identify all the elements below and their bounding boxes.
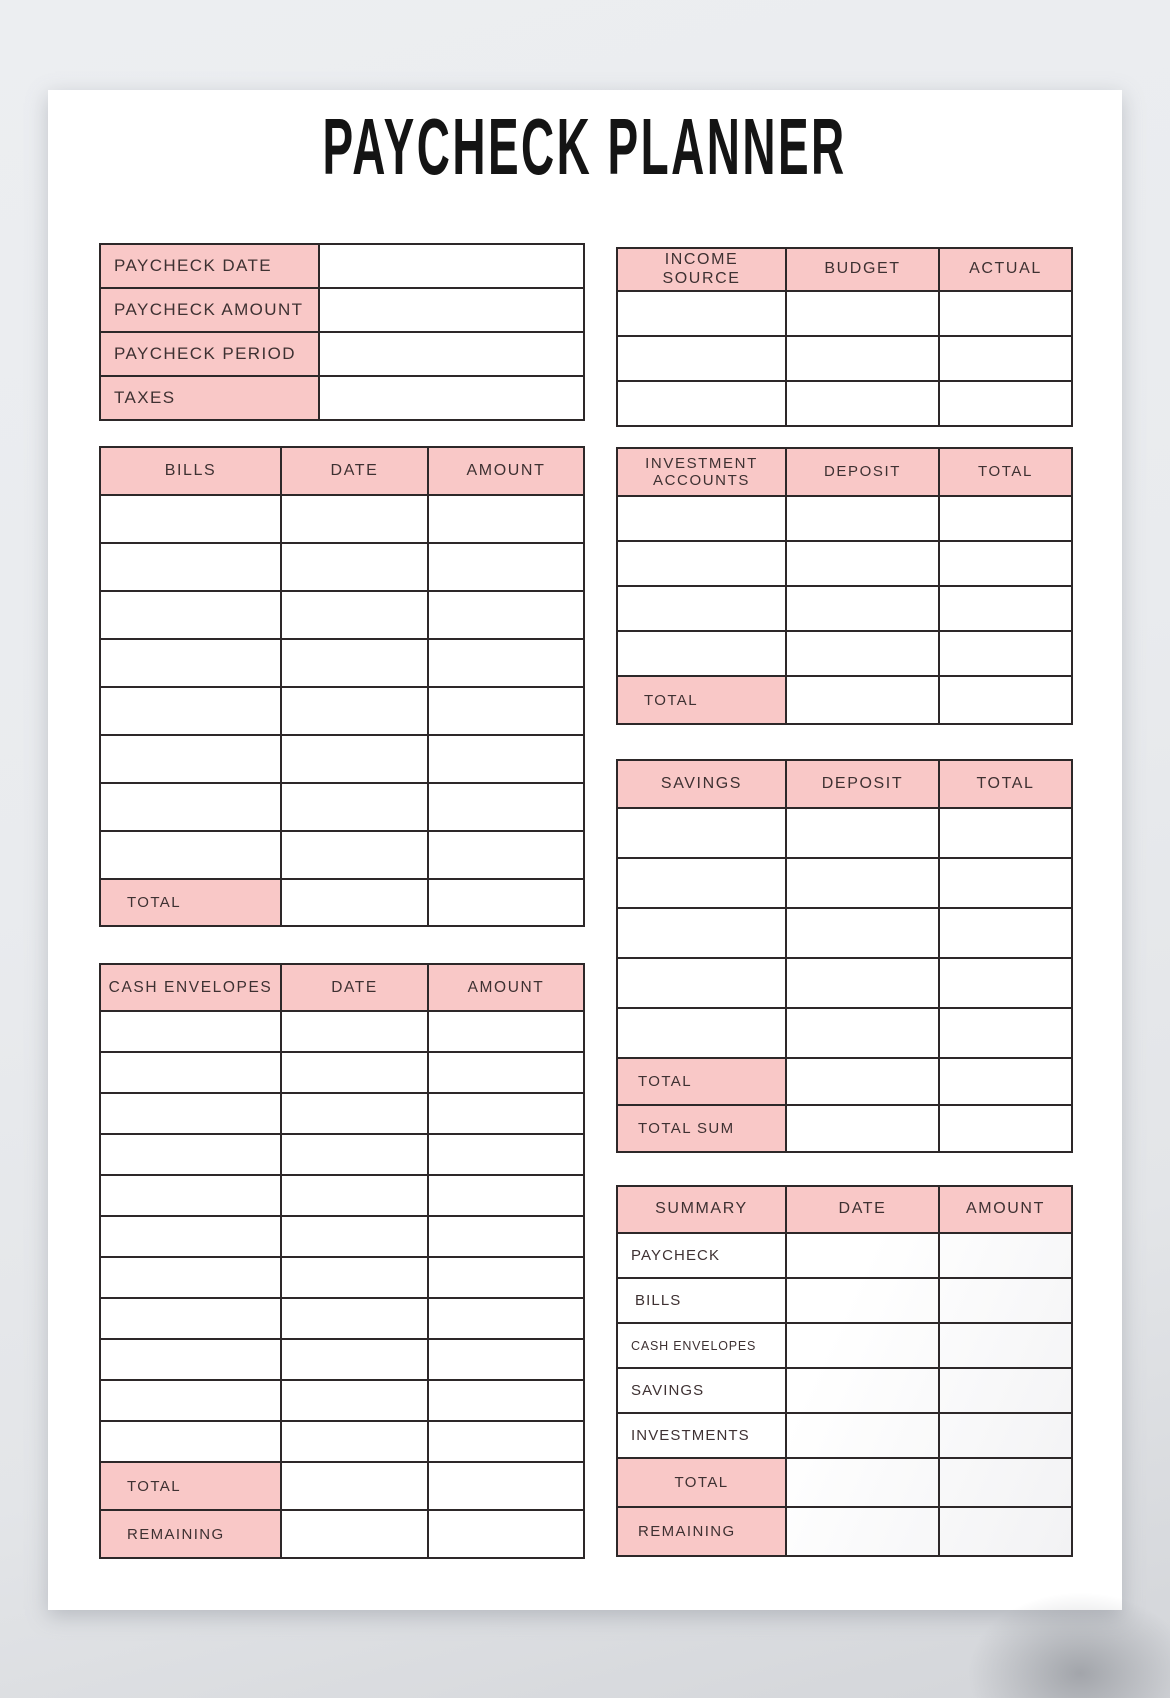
bills-empty-cell bbox=[281, 687, 428, 735]
remaining-label: REMAINING bbox=[100, 1510, 281, 1558]
cash-envelopes-empty-cell bbox=[100, 1216, 281, 1257]
income-empty-cell bbox=[939, 336, 1072, 381]
summary-table bbox=[616, 1185, 1073, 1557]
column-header: AMOUNT bbox=[428, 447, 584, 495]
table-row bbox=[100, 376, 584, 420]
bills-empty-cell bbox=[281, 495, 428, 543]
investments-empty-cell bbox=[617, 586, 786, 631]
table-row bbox=[100, 687, 584, 735]
empty-cell bbox=[786, 1507, 939, 1556]
empty-cell bbox=[939, 676, 1072, 724]
table-row bbox=[100, 1216, 584, 1257]
income-empty-cell bbox=[786, 336, 939, 381]
row-label: PAYCHECK AMOUNT bbox=[100, 288, 319, 332]
table-row bbox=[100, 1298, 584, 1339]
cash-envelopes-empty-cell bbox=[428, 1257, 584, 1298]
table-row bbox=[617, 908, 1072, 958]
column-header: SAVINGS bbox=[617, 760, 786, 808]
summary-row-label: SAVINGS bbox=[617, 1368, 786, 1413]
empty-cell bbox=[939, 1105, 1072, 1152]
bills-empty-cell bbox=[281, 831, 428, 879]
savings-empty-cell bbox=[939, 908, 1072, 958]
bills-empty-cell bbox=[281, 735, 428, 783]
table-row bbox=[100, 591, 584, 639]
cash-envelopes-empty-cell bbox=[428, 1298, 584, 1339]
table-row bbox=[617, 496, 1072, 541]
empty-cell bbox=[786, 1058, 939, 1105]
cash-envelopes-empty-cell bbox=[428, 1216, 584, 1257]
table-row bbox=[100, 288, 584, 332]
investments-empty-cell bbox=[617, 541, 786, 586]
cash-envelopes-empty-cell bbox=[281, 1175, 428, 1216]
bills-empty-cell bbox=[100, 543, 281, 591]
investments-empty-cell bbox=[786, 496, 939, 541]
investments-empty-cell bbox=[786, 631, 939, 676]
empty-cell bbox=[281, 1462, 428, 1510]
cash-envelopes-empty-cell bbox=[428, 1175, 584, 1216]
investments-table bbox=[616, 447, 1073, 725]
column-header: CASH ENVELOPES bbox=[100, 964, 281, 1011]
savings-empty-cell bbox=[786, 958, 939, 1008]
bills-table bbox=[99, 446, 585, 927]
bills-empty-cell bbox=[428, 543, 584, 591]
savings-empty-cell bbox=[617, 808, 786, 858]
cash-envelopes-empty-cell bbox=[428, 1134, 584, 1175]
empty-cell bbox=[939, 1058, 1072, 1105]
column-header: DATE bbox=[281, 964, 428, 1011]
bills-empty-cell bbox=[100, 495, 281, 543]
bills-empty-cell bbox=[428, 831, 584, 879]
cash-envelopes-empty-cell bbox=[281, 1134, 428, 1175]
summary-row-label: CASH ENVELOPES bbox=[617, 1323, 786, 1368]
table-row bbox=[100, 543, 584, 591]
table-row bbox=[100, 1380, 584, 1421]
table-row bbox=[617, 586, 1072, 631]
total-label: TOTAL bbox=[100, 879, 281, 926]
bills-empty-cell bbox=[100, 735, 281, 783]
bills-empty-cell bbox=[428, 639, 584, 687]
column-header: INCOME SOURCE bbox=[617, 248, 786, 291]
cash-envelopes-empty-cell bbox=[100, 1339, 281, 1380]
row-label: TAXES bbox=[100, 376, 319, 420]
savings-empty-cell bbox=[617, 858, 786, 908]
empty-cell bbox=[281, 879, 428, 926]
empty-cell bbox=[281, 1510, 428, 1558]
savings-empty-cell bbox=[939, 1008, 1072, 1058]
table-row bbox=[100, 244, 584, 288]
row-label: PAYCHECK PERIOD bbox=[100, 332, 319, 376]
cash-envelopes-empty-cell bbox=[428, 1421, 584, 1462]
bills-empty-cell bbox=[100, 687, 281, 735]
cash-envelopes-empty-cell bbox=[281, 1216, 428, 1257]
bills-empty-cell bbox=[100, 783, 281, 831]
investments-empty-cell bbox=[939, 496, 1072, 541]
cash-envelopes-empty-cell bbox=[100, 1298, 281, 1339]
empty-cell bbox=[786, 1323, 939, 1368]
cash-envelopes-empty-cell bbox=[281, 1339, 428, 1380]
total-sum-label: TOTAL SUM bbox=[617, 1105, 786, 1152]
table-row bbox=[617, 1233, 1072, 1278]
income-empty-cell bbox=[617, 336, 786, 381]
cash-envelopes-table bbox=[99, 963, 585, 1559]
bills-empty-cell bbox=[281, 543, 428, 591]
table-row bbox=[617, 291, 1072, 336]
table-footer-row bbox=[100, 879, 584, 926]
table-row bbox=[100, 783, 584, 831]
table-footer-row bbox=[617, 1058, 1072, 1105]
investments-empty-cell bbox=[617, 631, 786, 676]
column-header: SUMMARY bbox=[617, 1186, 786, 1233]
empty-cell bbox=[786, 1368, 939, 1413]
cash-envelopes-empty-cell bbox=[281, 1093, 428, 1134]
table-header-row bbox=[100, 447, 584, 495]
column-header: DEPOSIT bbox=[786, 448, 939, 496]
table-row bbox=[617, 1323, 1072, 1368]
bills-empty-cell bbox=[281, 783, 428, 831]
bills-empty-cell bbox=[100, 831, 281, 879]
bills-empty-cell bbox=[100, 591, 281, 639]
table-header-row bbox=[100, 964, 584, 1011]
table-footer-row bbox=[100, 1510, 584, 1558]
table-footer-row bbox=[617, 1105, 1072, 1152]
table-row bbox=[100, 495, 584, 543]
table-row bbox=[617, 1368, 1072, 1413]
table-row bbox=[100, 831, 584, 879]
table-row bbox=[100, 332, 584, 376]
total-label: TOTAL bbox=[100, 1462, 281, 1510]
page-title bbox=[48, 101, 1122, 198]
remaining-label: REMAINING bbox=[617, 1507, 786, 1556]
table-row bbox=[100, 1093, 584, 1134]
column-header: DATE bbox=[786, 1186, 939, 1233]
investments-empty-cell bbox=[617, 496, 786, 541]
cash-envelopes-empty-cell bbox=[100, 1134, 281, 1175]
table-row bbox=[100, 1052, 584, 1093]
page-title-text: PAYCHECK PLANNER bbox=[322, 101, 848, 192]
cash-envelopes-empty-cell bbox=[281, 1052, 428, 1093]
empty-cell bbox=[939, 1233, 1072, 1278]
cash-envelopes-empty-cell bbox=[100, 1052, 281, 1093]
cash-envelopes-empty-cell bbox=[428, 1052, 584, 1093]
income-empty-cell bbox=[939, 291, 1072, 336]
savings-empty-cell bbox=[786, 1008, 939, 1058]
planner-page bbox=[48, 90, 1122, 1610]
empty-cell bbox=[786, 1413, 939, 1458]
cash-envelopes-empty-cell bbox=[281, 1257, 428, 1298]
bills-empty-cell bbox=[281, 639, 428, 687]
table-row bbox=[617, 1413, 1072, 1458]
empty-cell bbox=[786, 1105, 939, 1152]
savings-empty-cell bbox=[617, 958, 786, 1008]
table-row bbox=[100, 1257, 584, 1298]
income-empty-cell bbox=[786, 291, 939, 336]
cash-envelopes-empty-cell bbox=[281, 1421, 428, 1462]
cash-envelopes-empty-cell bbox=[428, 1093, 584, 1134]
bills-empty-cell bbox=[281, 591, 428, 639]
income-empty-cell bbox=[617, 381, 786, 426]
table-row bbox=[617, 858, 1072, 908]
column-header: DATE bbox=[281, 447, 428, 495]
column-header: TOTAL bbox=[939, 760, 1072, 808]
empty-cell bbox=[319, 376, 584, 420]
empty-cell bbox=[939, 1458, 1072, 1507]
cash-envelopes-empty-cell bbox=[281, 1298, 428, 1339]
income-empty-cell bbox=[617, 291, 786, 336]
table-row bbox=[100, 1421, 584, 1462]
empty-cell bbox=[939, 1323, 1072, 1368]
column-header: DEPOSIT bbox=[786, 760, 939, 808]
bills-empty-cell bbox=[100, 639, 281, 687]
summary-row-label: BILLS bbox=[617, 1278, 786, 1323]
cash-envelopes-empty-cell bbox=[100, 1380, 281, 1421]
income-empty-cell bbox=[786, 381, 939, 426]
savings-empty-cell bbox=[939, 958, 1072, 1008]
table-footer-row bbox=[617, 1458, 1072, 1507]
table-row bbox=[100, 1175, 584, 1216]
bills-empty-cell bbox=[428, 591, 584, 639]
empty-cell bbox=[319, 244, 584, 288]
bills-empty-cell bbox=[428, 735, 584, 783]
empty-cell bbox=[786, 676, 939, 724]
empty-cell bbox=[939, 1278, 1072, 1323]
empty-cell bbox=[428, 1462, 584, 1510]
table-row bbox=[617, 1278, 1072, 1323]
table-header-row bbox=[617, 760, 1072, 808]
savings-empty-cell bbox=[617, 1008, 786, 1058]
row-label: PAYCHECK DATE bbox=[100, 244, 319, 288]
table-row bbox=[100, 1134, 584, 1175]
empty-cell bbox=[786, 1278, 939, 1323]
table-row bbox=[100, 735, 584, 783]
column-header: TOTAL bbox=[939, 448, 1072, 496]
bills-empty-cell bbox=[428, 783, 584, 831]
table-row bbox=[617, 336, 1072, 381]
cash-envelopes-empty-cell bbox=[100, 1011, 281, 1052]
table-row bbox=[100, 1011, 584, 1052]
table-row bbox=[617, 631, 1072, 676]
cash-envelopes-empty-cell bbox=[100, 1421, 281, 1462]
empty-cell bbox=[319, 332, 584, 376]
summary-row-label: PAYCHECK bbox=[617, 1233, 786, 1278]
empty-cell bbox=[428, 879, 584, 926]
empty-cell bbox=[939, 1368, 1072, 1413]
total-label: TOTAL bbox=[617, 1458, 786, 1507]
total-label: TOTAL bbox=[617, 676, 786, 724]
bills-empty-cell bbox=[428, 495, 584, 543]
income-empty-cell bbox=[939, 381, 1072, 426]
savings-empty-cell bbox=[786, 808, 939, 858]
savings-empty-cell bbox=[617, 908, 786, 958]
cash-envelopes-empty-cell bbox=[100, 1257, 281, 1298]
paycheck-info-table bbox=[99, 243, 585, 421]
savings-empty-cell bbox=[786, 858, 939, 908]
column-header: AMOUNT bbox=[939, 1186, 1072, 1233]
table-header-row bbox=[617, 248, 1072, 291]
cash-envelopes-empty-cell bbox=[100, 1175, 281, 1216]
table-header-row bbox=[617, 448, 1072, 496]
table-row bbox=[617, 808, 1072, 858]
cash-envelopes-empty-cell bbox=[428, 1339, 584, 1380]
table-row bbox=[100, 1339, 584, 1380]
cash-envelopes-empty-cell bbox=[428, 1380, 584, 1421]
investments-empty-cell bbox=[939, 586, 1072, 631]
cash-envelopes-empty-cell bbox=[281, 1011, 428, 1052]
income-table bbox=[616, 247, 1073, 427]
empty-cell bbox=[939, 1507, 1072, 1556]
column-header: BUDGET bbox=[786, 248, 939, 291]
cash-envelopes-empty-cell bbox=[281, 1380, 428, 1421]
table-row bbox=[617, 1008, 1072, 1058]
cash-envelopes-empty-cell bbox=[428, 1011, 584, 1052]
table-footer-row bbox=[617, 676, 1072, 724]
summary-row-label: INVESTMENTS bbox=[617, 1413, 786, 1458]
cash-envelopes-empty-cell bbox=[100, 1093, 281, 1134]
table-row bbox=[617, 541, 1072, 586]
investments-empty-cell bbox=[786, 586, 939, 631]
column-header: AMOUNT bbox=[428, 964, 584, 1011]
total-label: TOTAL bbox=[617, 1058, 786, 1105]
savings-empty-cell bbox=[939, 808, 1072, 858]
empty-cell bbox=[428, 1510, 584, 1558]
empty-cell bbox=[786, 1233, 939, 1278]
table-header-row bbox=[617, 1186, 1072, 1233]
investments-empty-cell bbox=[939, 631, 1072, 676]
table-row bbox=[100, 639, 584, 687]
savings-empty-cell bbox=[786, 908, 939, 958]
empty-cell bbox=[939, 1413, 1072, 1458]
column-header: ACTUAL bbox=[939, 248, 1072, 291]
savings-empty-cell bbox=[939, 858, 1072, 908]
empty-cell bbox=[319, 288, 584, 332]
table-footer-row bbox=[100, 1462, 584, 1510]
table-row bbox=[617, 381, 1072, 426]
column-header: BILLS bbox=[100, 447, 281, 495]
table-footer-row bbox=[617, 1507, 1072, 1556]
investments-empty-cell bbox=[939, 541, 1072, 586]
investments-empty-cell bbox=[786, 541, 939, 586]
empty-cell bbox=[786, 1458, 939, 1507]
table-row bbox=[617, 958, 1072, 1008]
bills-empty-cell bbox=[428, 687, 584, 735]
savings-table bbox=[616, 759, 1073, 1153]
column-header: INVESTMENT ACCOUNTS bbox=[617, 448, 786, 496]
